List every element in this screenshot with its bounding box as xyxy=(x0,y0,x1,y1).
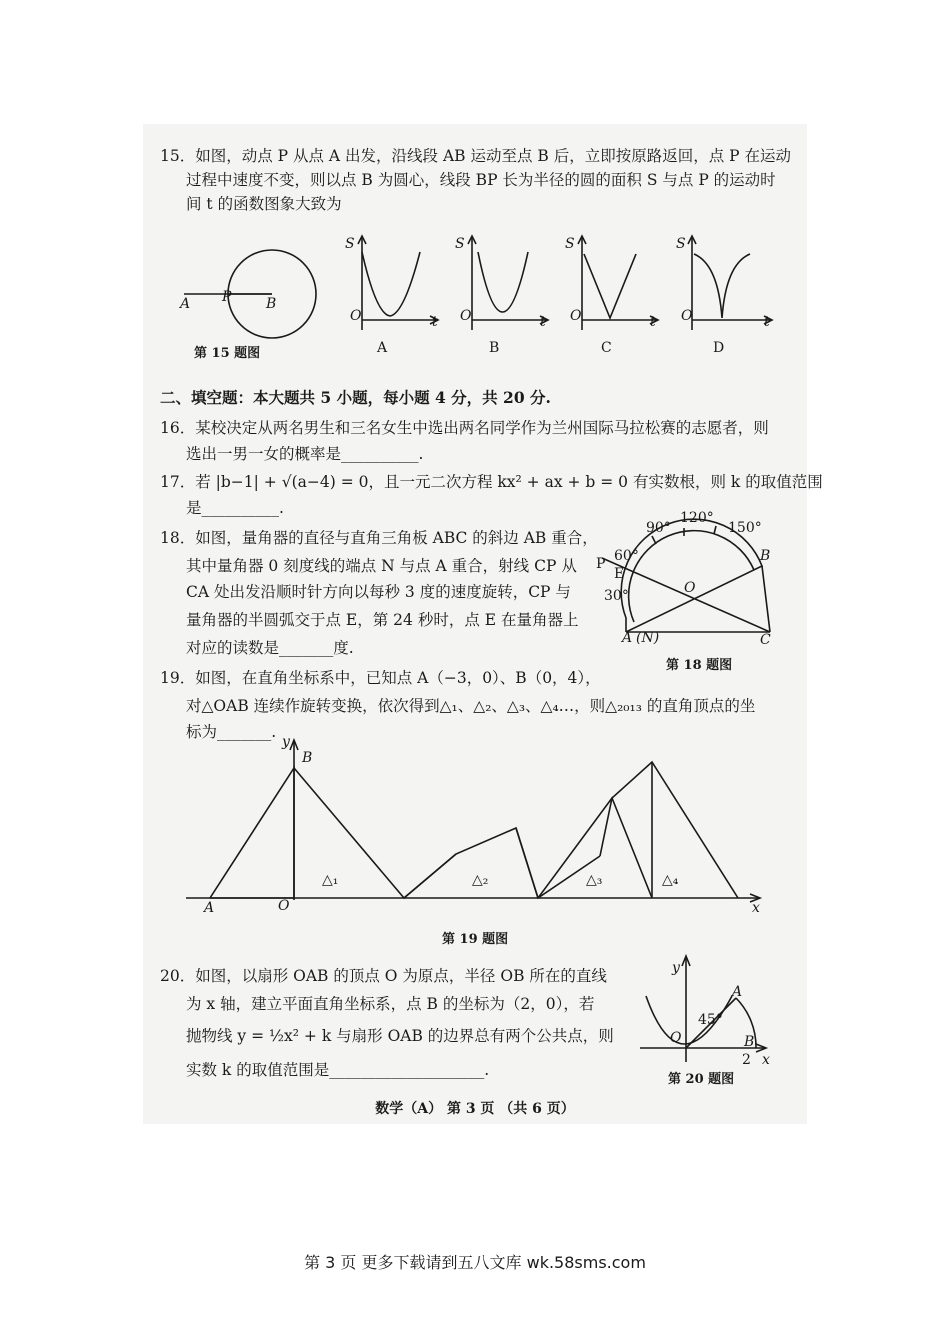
q19-label-b: B xyxy=(302,750,313,766)
q20-label-y: y xyxy=(672,960,680,976)
q15-graph-a xyxy=(350,232,440,342)
page-number-footer: 数学（A） 第 3 页 （共 6 页） xyxy=(375,1101,575,1117)
q20-line2: 为 x 轴，建立平面直角坐标系，点 B 的坐标为（2，0），若 xyxy=(186,995,595,1013)
q15-label-a: A xyxy=(180,296,191,312)
q20-label-2: 2 xyxy=(742,1052,751,1068)
q19-line2: 对△OAB 连续作旋转变换，依次得到△₁、△₂、△₃、△₄…，则△₂₀₁₃ 的直角顶点的坐 xyxy=(186,697,756,715)
q18-deg-30: 30° xyxy=(604,588,629,604)
q18-label-o: O xyxy=(684,580,696,596)
q20-line3: 抛物线 y = ½x² + k 与扇形 OAB 的边界总有两个公共点，则 xyxy=(186,1027,614,1045)
q19-tri-2: △₂ xyxy=(472,872,489,888)
q19-tri-4: △₄ xyxy=(662,872,679,888)
q15-label-p: P xyxy=(222,289,232,305)
q19-fig-caption: 第 19 题图 xyxy=(442,932,509,947)
q15-graph-a-axis-t: t xyxy=(432,314,438,330)
q18-line3: CA 处出发沿顺时针方向以每秒 3 度的速度旋转，CP 与 xyxy=(186,583,571,601)
q18-label-b: B xyxy=(760,548,771,564)
q20-label-b: B xyxy=(744,1034,755,1050)
q20-fig-caption: 第 20 题图 xyxy=(668,1072,735,1087)
q15-line1: 15．如图，动点 P 从点 A 出发，沿线段 AB 运动至点 B 后，立即按原路返回，点 P 在运动 xyxy=(160,147,792,165)
q20-angle: 45° xyxy=(698,1012,723,1028)
q15-graph-d-axis-s: S xyxy=(676,236,686,252)
q18-line5: 对应的读数是_______度. xyxy=(186,639,354,657)
q19-label-y: y xyxy=(282,734,290,750)
q17-line1: 17．若 |b−1| + √(a−4) = 0，且一元二次方程 kx² + ax + b = 0 有实数根，则 k 的取值范围 xyxy=(160,473,823,491)
q15-graph-d-axis-t: t xyxy=(764,314,770,330)
q19-label-a: A xyxy=(204,900,215,916)
q18-line2: 其中量角器 0 刻度线的端点 N 与点 A 重合，射线 CP 从 xyxy=(186,557,577,575)
q15-label-b: B xyxy=(266,296,277,312)
q15-option-d: D xyxy=(713,340,725,356)
q19-line3: 标为_______. xyxy=(186,723,277,741)
q15-fig-caption: 第 15 题图 xyxy=(194,346,261,361)
download-footer: 第 3 页 更多下载请到五八文库 wk.58sms.com xyxy=(304,1253,646,1272)
q20-line4: 实数 k 的取值范围是____________________. xyxy=(186,1061,490,1079)
q19-line1: 19．如图，在直角坐标系中，已知点 A（−3，0）、B（0，4）， xyxy=(160,669,601,687)
q15-option-c: C xyxy=(601,340,612,356)
q15-line3: 间 t 的函数图象大致为 xyxy=(186,195,342,213)
q18-label-p: P xyxy=(596,556,606,572)
q15-graph-d-origin: O xyxy=(681,308,693,324)
q17-line2: 是__________. xyxy=(186,499,284,517)
q15-graph-b-origin: O xyxy=(460,308,472,324)
q18-fig-caption: 第 18 题图 xyxy=(666,658,733,673)
q18-line4: 量角器的半圆弧交于点 E，第 24 秒时，点 E 在量角器上 xyxy=(186,611,579,629)
q15-line2: 过程中速度不变，则以点 B 为圆心，线段 BP 长为半径的圆的面积 S 与点 P 的运动时 xyxy=(186,171,776,189)
q15-graph-b xyxy=(460,232,550,342)
q19-label-x: x xyxy=(752,900,760,916)
q15-option-a: A xyxy=(377,340,388,356)
q18-deg-120: 120° xyxy=(680,510,714,526)
q15-graph-b-axis-s: S xyxy=(455,236,465,252)
q15-graph-a-origin: O xyxy=(350,308,362,324)
q15-graph-b-axis-t: t xyxy=(540,314,546,330)
q19-tri-1: △₁ xyxy=(322,872,339,888)
q15-option-b: B xyxy=(489,340,500,356)
q15-graph-c xyxy=(570,232,660,342)
q18-deg-60: 60° xyxy=(614,548,639,564)
q15-segment-circle-figure xyxy=(180,234,340,354)
q18-deg-90: 90° xyxy=(646,520,671,536)
q20-line1: 20．如图，以扇形 OAB 的顶点 O 为原点，半径 OB 所在的直线 xyxy=(160,967,607,985)
q15-graph-a-axis-s: S xyxy=(345,236,355,252)
q15-graph-c-origin: O xyxy=(570,308,582,324)
q18-label-a: A xyxy=(622,630,633,646)
q19-tri-3: △₃ xyxy=(586,872,603,888)
q15-graph-c-axis-t: t xyxy=(650,314,656,330)
q18-line1: 18．如图，量角器的直径与直角三角板 ABC 的斜边 AB 重合， xyxy=(160,529,598,547)
q20-label-a: A xyxy=(732,984,743,1000)
q19-label-o: O xyxy=(278,898,290,914)
q18-label-c: C xyxy=(760,632,771,648)
q20-label-o: O xyxy=(670,1030,682,1046)
q20-label-x: x xyxy=(762,1052,770,1068)
section-2-heading: 二、填空题：本大题共 5 小题，每小题 4 分，共 20 分. xyxy=(160,388,551,407)
q18-deg-150: 150° xyxy=(728,520,762,536)
q16-line2: 选出一男一女的概率是__________. xyxy=(186,445,424,463)
q15-graph-c-axis-s: S xyxy=(565,236,575,252)
q18-label-e: E xyxy=(614,566,625,582)
q16-line1: 16．某校决定从两名男生和三名女生中选出两名同学作为兰州国际马拉松赛的志愿者，则 xyxy=(160,419,769,437)
q18-label-n: (N) xyxy=(636,630,660,646)
